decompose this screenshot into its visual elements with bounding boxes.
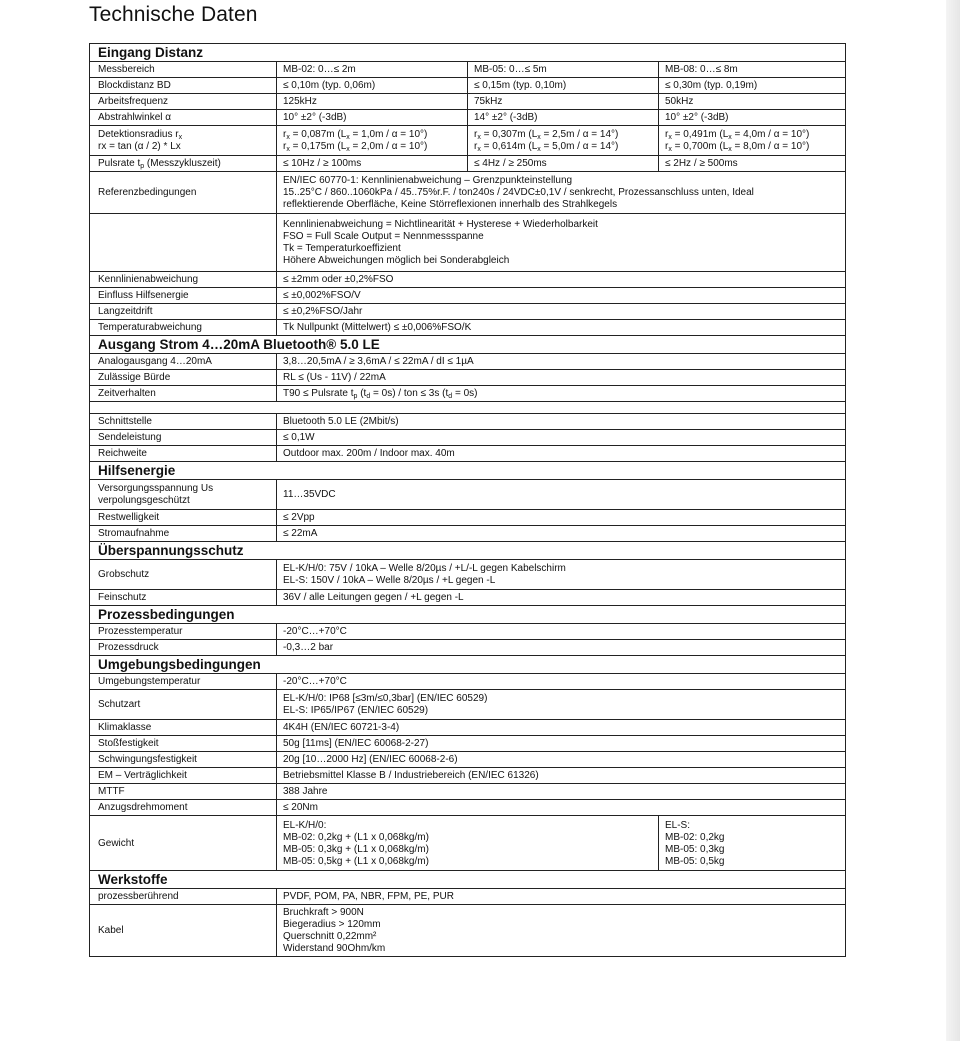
row-label: Grobschutz <box>90 560 277 590</box>
cell-value: Kennlinienabweichung = Nichtlinearität + Hysterese + Wiederholbarkeit FSO = Full Scale Output = Nennmessspanne Tk = Temperaturkoeffizient Höhere Abweichungen möglich bei Sonderabgleich <box>277 214 846 272</box>
cell-value: ≤ 0,1W <box>277 430 846 446</box>
row-label: Schwingungsfestigkeit <box>90 752 277 768</box>
row-label: Pulsrate $t_p$ (Messzykluszeit) <box>90 156 277 172</box>
cell-value: EL-K/H/0: 75V / 10kA – Welle 8/20µs / +L/-L gegen Kabelschirm EL-S: 150V / 10kA – Welle 8/20µs / +L gegen -L <box>277 560 846 590</box>
cell-value: Bruchkraft > 900N Biegeradius > 120mm Querschnitt 0,22mm² Widerstand 90Ohm/km <box>277 905 846 957</box>
section-title: Hilfsenergie <box>90 462 846 480</box>
cell-mb05: ≤ 4Hz / ≥ 250ms <box>468 156 659 172</box>
cell-value: ≤ ±0,2%FSO/Jahr <box>277 304 846 320</box>
cell-value-left: EL-K/H/0: MB-02: 0,2kg + (L1 x 0,068kg/m) MB-05: 0,3kg + (L1 x 0,068kg/m) MB-05: 0,5kg + (L1 x 0,068kg/m) <box>277 816 659 871</box>
section-ausgang <box>90 336 846 354</box>
row-label: Stromaufnahme <box>90 526 277 542</box>
row-label: Schnittstelle <box>90 414 277 430</box>
cell-value: ≤ 2Vpp <box>277 510 846 526</box>
cell-value: 388 Jahre <box>277 784 846 800</box>
page-edge <box>946 0 960 1041</box>
table-row <box>90 110 846 126</box>
cell-value: 36V / alle Leitungen gegen / +L gegen -L <box>277 590 846 606</box>
table-row <box>90 560 846 590</box>
cell-value: Betriebsmittel Klasse B / Industriebereich (EN/IEC 61326) <box>277 768 846 784</box>
row-label: Restwelligkeit <box>90 510 277 526</box>
cell-value: RL ≤ (Us - 11V) / 22mA <box>277 370 846 386</box>
cell-mb02: MB-02: 0…≤ 2m <box>277 62 468 78</box>
row-label: Prozessdruck <box>90 640 277 656</box>
spacer-row <box>90 402 846 414</box>
row-label: MTTF <box>90 784 277 800</box>
section-prozess <box>90 606 846 624</box>
section-umgebung <box>90 656 846 674</box>
cell-mb05: 75kHz <box>468 94 659 110</box>
section-title: Eingang Distanz <box>90 44 846 62</box>
cell-value: Bluetooth 5.0 LE (2Mbit/s) <box>277 414 846 430</box>
row-label: Referenzbedingungen <box>90 172 277 214</box>
table-row <box>90 414 846 430</box>
section-title: Prozessbedingungen <box>90 606 846 624</box>
cell-value: Outdoor max. 200m / Indoor max. 40m <box>277 446 846 462</box>
row-label: Temperaturabweichung <box>90 320 277 336</box>
cell-value: 50g [11ms] (EN/IEC 60068-2-27) <box>277 736 846 752</box>
table-row <box>90 430 846 446</box>
table-row <box>90 752 846 768</box>
row-label: Anzugsdrehmoment <box>90 800 277 816</box>
row-label: Abstrahlwinkel α <box>90 110 277 126</box>
section-title: Werkstoffe <box>90 871 846 889</box>
cell-value: ≤ 22mA <box>277 526 846 542</box>
label-line: rx = tan (α / 2) * Lx <box>98 141 181 152</box>
row-label: prozessberührend <box>90 889 277 905</box>
row-label: Messbereich <box>90 62 277 78</box>
table-row <box>90 446 846 462</box>
spec-table <box>89 43 846 957</box>
label-line: Detektionsradius $r_x$ <box>98 129 183 141</box>
cell-mb05: MB-05: 0…≤ 5m <box>468 62 659 78</box>
table-row <box>90 720 846 736</box>
table-row <box>90 126 846 156</box>
cell-mb08: 50kHz <box>659 94 846 110</box>
cell-value: T90 ≤ Pulsrate $t_p$ $(t_d = 0s)$ / ton ≤ 3s $(t_d = 0s)$ <box>277 386 846 402</box>
table-row <box>90 674 846 690</box>
row-label: Feinschutz <box>90 590 277 606</box>
section-hilfsenergie <box>90 462 846 480</box>
row-label: Zulässige Bürde <box>90 370 277 386</box>
table-row <box>90 640 846 656</box>
cell-mb05: $r_x = 0,307m$ $(L_x = 2,5m / \alpha = 14^\circ)$ $r_x = 0,614m$ $(L_x = 5,0m / \alpha = 14^\circ)$ <box>468 126 659 156</box>
row-label: Langzeitdrift <box>90 304 277 320</box>
table-row <box>90 172 846 214</box>
section-ueberspannung <box>90 542 846 560</box>
row-label: Einfluss Hilfsenergie <box>90 288 277 304</box>
row-label: Blockdistanz BD <box>90 78 277 94</box>
table-row <box>90 889 846 905</box>
table-row <box>90 386 846 402</box>
table-row <box>90 816 846 871</box>
cell-mb05: 14° ±2° (-3dB) <box>468 110 659 126</box>
cell-mb08: 10° ±2° (-3dB) <box>659 110 846 126</box>
row-label: Prozesstemperatur <box>90 624 277 640</box>
table-row <box>90 784 846 800</box>
row-label <box>90 126 277 156</box>
row-label: Kennlinienabweichung <box>90 272 277 288</box>
cell-value: 11…35VDC <box>277 480 846 510</box>
table-row <box>90 768 846 784</box>
row-label: Kabel <box>90 905 277 957</box>
table-row <box>90 370 846 386</box>
table-row <box>90 590 846 606</box>
cell-mb02: ≤ 10Hz / ≥ 100ms <box>277 156 468 172</box>
cell-value: ≤ ±2mm oder ±0,2%FSO <box>277 272 846 288</box>
cell-mb05: ≤ 0,15m (typ. 0,10m) <box>468 78 659 94</box>
cell-value: PVDF, POM, PA, NBR, FPM, PE, PUR <box>277 889 846 905</box>
cell-value: -20°C…+70°C <box>277 674 846 690</box>
cell-mb08: $r_x = 0,491m$ $(L_x = 4,0m / \alpha = 10^\circ)$ $r_x = 0,700m$ $(L_x = 8,0m / \alpha = 10^\circ)$ <box>659 126 846 156</box>
table-row <box>90 156 846 172</box>
cell-mb02: 10° ±2° (-3dB) <box>277 110 468 126</box>
table-row <box>90 736 846 752</box>
cell-value-right: EL-S: MB-02: 0,2kg MB-05: 0,3kg MB-05: 0,5kg <box>659 816 846 871</box>
row-label: Sendeleistung <box>90 430 277 446</box>
cell-mb08: ≤ 2Hz / ≥ 500ms <box>659 156 846 172</box>
table-row <box>90 214 846 272</box>
row-label: Analogausgang 4…20mA <box>90 354 277 370</box>
table-row <box>90 354 846 370</box>
table-row <box>90 510 846 526</box>
cell-mb08: MB-08: 0…≤ 8m <box>659 62 846 78</box>
row-label: Versorgungsspannung Us verpolungsgeschützt <box>90 480 277 510</box>
cell-mb02: ≤ 0,10m (typ. 0,06m) <box>277 78 468 94</box>
table-row <box>90 288 846 304</box>
table-row <box>90 62 846 78</box>
row-label: EM – Verträglichkeit <box>90 768 277 784</box>
row-label: Arbeitsfrequenz <box>90 94 277 110</box>
row-label: Klimaklasse <box>90 720 277 736</box>
table-row <box>90 526 846 542</box>
row-label: Gewicht <box>90 816 277 871</box>
cell-value: EN/IEC 60770-1: Kennlinienabweichung – Grenzpunkteinstellung 15..25°C / 860..1060kPa / 45..75%r.F. / ton240s / 24VDC±0,1V / senkrecht, Prozessanschluss unten, Ideal reflektierende Oberfläche, Keine Störreflexionen innerhalb des Strahlkegels <box>277 172 846 214</box>
table-row <box>90 480 846 510</box>
cell-value: ≤ 20Nm <box>277 800 846 816</box>
table-row <box>90 78 846 94</box>
cell-value: -0,3…2 bar <box>277 640 846 656</box>
table-row <box>90 304 846 320</box>
table-row <box>90 272 846 288</box>
cell-mb02: $r_x = 0,087m$ $(L_x = 1,0m / \alpha = 10^\circ)$ $r_x = 0,175m$ $(L_x = 2,0m / \alpha = 10^\circ)$ <box>277 126 468 156</box>
cell-value: Tk Nullpunkt (Mittelwert) ≤ ±0,006%FSO/K <box>277 320 846 336</box>
table-row <box>90 800 846 816</box>
page-title: Technische Daten <box>89 3 258 26</box>
section-werkstoffe <box>90 871 846 889</box>
cell-mb08: ≤ 0,30m (typ. 0,19m) <box>659 78 846 94</box>
table-row <box>90 905 846 957</box>
row-label <box>90 214 277 272</box>
section-title: Überspannungsschutz <box>90 542 846 560</box>
cell-value: EL-K/H/0: IP68 [≤3m/≤0,3bar] (EN/IEC 60529) EL-S: IP65/IP67 (EN/IEC 60529) <box>277 690 846 720</box>
cell-value: 4K4H (EN/IEC 60721-3-4) <box>277 720 846 736</box>
table-row <box>90 624 846 640</box>
section-eingang <box>90 44 846 62</box>
table-row <box>90 320 846 336</box>
row-label: Stoßfestigkeit <box>90 736 277 752</box>
row-label: Zeitverhalten <box>90 386 277 402</box>
row-label: Reichweite <box>90 446 277 462</box>
section-title: Ausgang Strom 4…20mA Bluetooth® 5.0 LE <box>90 336 846 354</box>
row-label: Schutzart <box>90 690 277 720</box>
cell-value: 3,8…20,5mA / ≥ 3,6mA / ≤ 22mA / dI ≤ 1µA <box>277 354 846 370</box>
cell-value: 20g [10…2000 Hz] (EN/IEC 60068-2-6) <box>277 752 846 768</box>
cell-value: ≤ ±0,002%FSO/V <box>277 288 846 304</box>
table-row <box>90 690 846 720</box>
table-row <box>90 94 846 110</box>
cell-value: -20°C…+70°C <box>277 624 846 640</box>
row-label: Umgebungstemperatur <box>90 674 277 690</box>
cell-mb02: 125kHz <box>277 94 468 110</box>
section-title: Umgebungsbedingungen <box>90 656 846 674</box>
